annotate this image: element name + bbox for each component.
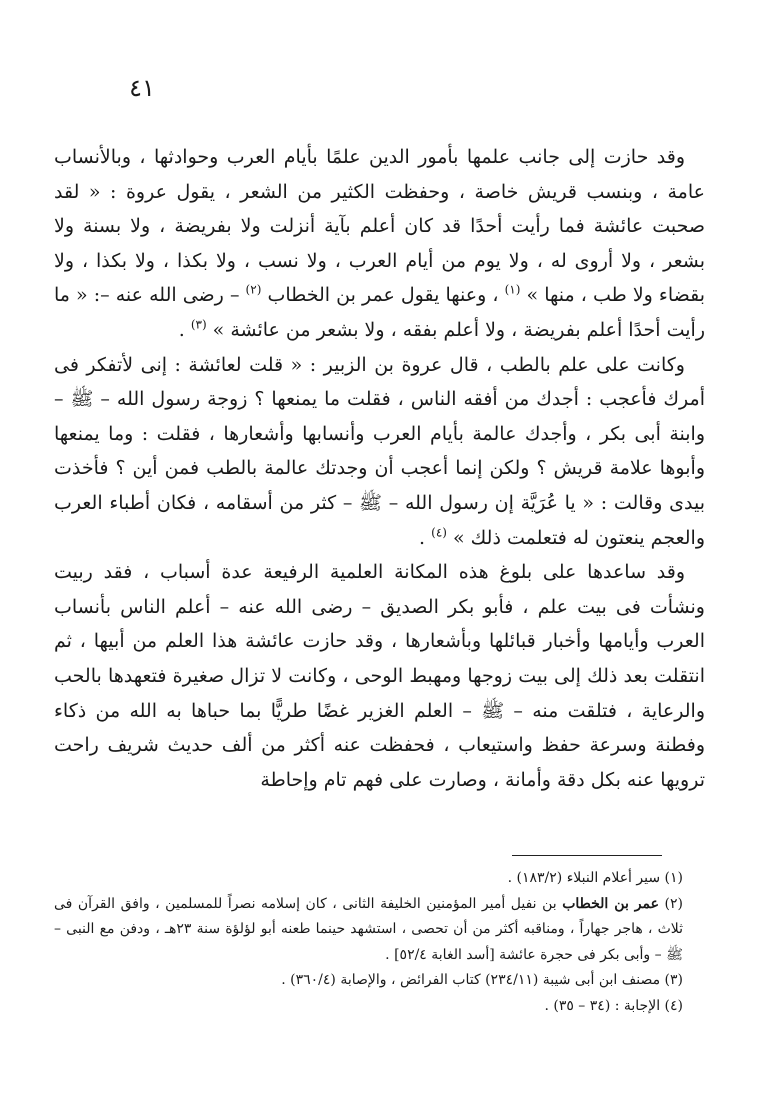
text-segment: – رضى الله عنه –: « ما رأيت أحدًا أعلم بفريضة ، ولا أعلم بفقه ، ولا بشعر من عائشة » bbox=[54, 284, 705, 341]
footnote-marker: (٣) bbox=[190, 317, 207, 332]
text-segment: (٢) bbox=[658, 895, 683, 912]
footnote-marker: (٤) bbox=[431, 525, 447, 540]
text-segment: (١) سير أعلام النبلاء (١٨٣/٢) . bbox=[507, 870, 683, 886]
text-segment: بن نفيل أمير المؤمنين الخليفة الثانى ، كان إسلامه نصراً للمسلمين ، وافق القرآن فى ثلاث ، هاجر جهاراً ، ومناقبه أكثر من أن تحصى ، استشهد حينما طعنه أبو لؤلؤة سنة ٢٣هـ ، ودفن مع النبى – ﷺ – وأبى بكر فى حجرة عائشة [أسد الغابة ٥٢/٤] . bbox=[54, 895, 683, 963]
bold-name: عمر بن الخطاب bbox=[562, 895, 659, 912]
footnote-marker: (١) bbox=[504, 283, 521, 298]
text-segment: (٤) الإجابة : (٣٤ – ٣٥) . bbox=[544, 997, 683, 1014]
paragraph bbox=[54, 348, 705, 556]
footnotes bbox=[54, 866, 705, 1019]
footnote bbox=[54, 892, 705, 969]
text-segment: . bbox=[178, 318, 191, 341]
text-segment: . bbox=[419, 526, 432, 549]
footnote bbox=[54, 968, 705, 994]
footnote bbox=[54, 994, 705, 1020]
text-segment: (٣) مصنف ابن أبى شيبة (٢٣٤/١١) كتاب الفرائض ، والإصابة (٣٦٠/٤) . bbox=[281, 972, 683, 988]
page-number: ٤١ bbox=[129, 74, 155, 102]
footnote bbox=[54, 866, 705, 892]
text-segment: وكانت على علم بالطب ، قال عروة بن الزبير : « قلت لعائشة : إنى لأتفكر فى أمرك فأعجب : أجدك من أفقه الناس ، فقلت ما يمنعها ؟ زوجة رسول الله – ﷺ – وابنة أبى بكر ، وأجدك عالمة بأيام العرب وأنسابها وأشعارها ، فقلت : وما يمنعها وأبوها علامة قريش ؟ ولكن إنما أعجب أن وجدتك عالمة بالطب فمن أين ؟ فأخذت بيدى وقالت : « يا عُرَيَّة إن رسول الله – ﷺ – كثر من أسقامه ، فكان أطباء العرب والعجم ينعتون له فتعلمت ذلك » bbox=[54, 353, 705, 549]
footnote-marker: (٢) bbox=[245, 283, 262, 298]
footnote-separator bbox=[512, 855, 662, 856]
body-text bbox=[54, 140, 705, 797]
text-segment: ، وعنها يقول عمر بن الخطاب bbox=[261, 284, 505, 307]
paragraph bbox=[54, 555, 705, 797]
paragraph bbox=[54, 140, 705, 348]
text-segment: وقد حازت إلى جانب علمها بأمور الدين علمًا بأيام العرب وحوادثها ، وبالأنساب عامة ، وبنسب قريش خاصة ، وحفظت الكثير من الشعر ، يقول عروة : « لقد صحبت عائشة فما رأيت أحدًا قد كان أعلم بآية أنزلت ولا بفريضة ، ولا بسنة ولا بشعر ، ولا أروى له ، ولا يوم من أيام العرب ، ولا نسب ، ولا بكذا ، ولا بكذا ، ولا بقضاء ولا طب ، منها » bbox=[54, 146, 706, 307]
text-segment: وقد ساعدها على بلوغ هذه المكانة العلمية الرفيعة عدة أسباب ، فقد ربيت ونشأت فى بيت علم ، فأبو بكر الصديق – رضى الله عنه – أعلم الناس بأنساب العرب وأيامها وأخبار قبائلها وبأشعارها ، وقد حازت عائشة هذا العلم من أبيها ، ثم انتقلت بعد ذلك إلى بيت زوجها ومهبط الوحى ، وكانت لا تزال صغيرة فتعهدها بالحب والرعاية ، فتلقت منه – ﷺ – العلم الغزير غضًا طريًّا بما حباها به الله من ذكاء وفطنة وسرعة حفظ واستيعاب ، فحفظت عنه أكثر من ألف حديث شريف راحت ترويها عنه بكل دقة وأمانة ، وصارت على فهم تام وإحاطة bbox=[54, 561, 705, 791]
